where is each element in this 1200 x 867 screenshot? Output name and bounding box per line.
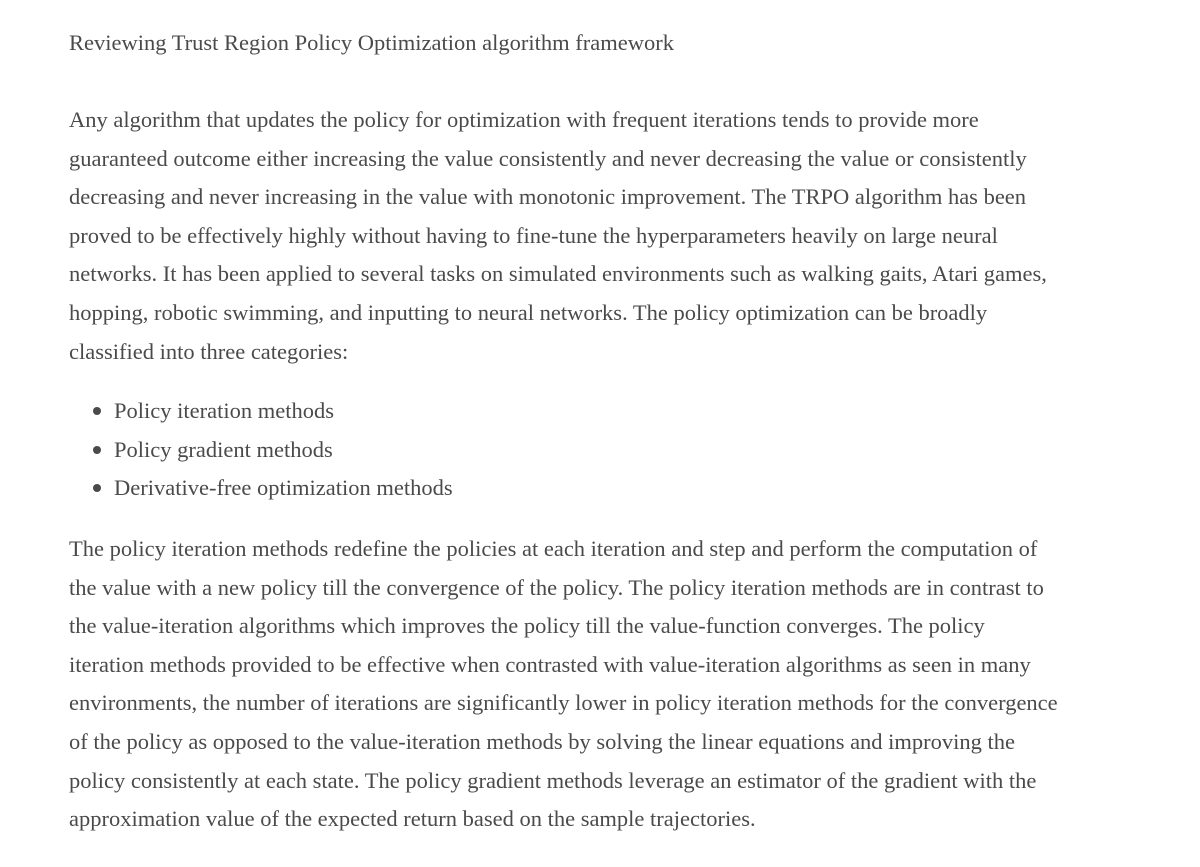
paragraph-line: guaranteed outcome either increasing the value consistently and never decreasing the value or consistently	[69, 145, 1027, 171]
category-list	[69, 392, 453, 508]
list-item-label: Policy gradient methods	[114, 436, 333, 462]
paragraph-line: iteration methods provided to be effective when contrasted with value-iteration algorithms as seen in many	[69, 651, 1031, 677]
paragraph-line: decreasing and never increasing in the value with monotonic improvement. The TRPO algorithm has been	[69, 184, 1027, 210]
paragraph-line: of the policy as opposed to the value-iteration methods by solving the linear equations and improving the	[69, 728, 1016, 754]
paragraph-line: approximation value of the expected return based on the sample trajectories.	[69, 806, 756, 832]
list-item	[69, 431, 453, 470]
paragraph-line: policy consistently at each state. The policy gradient methods leverage an estimator of the gradient with the	[69, 767, 1037, 793]
bullet-icon	[93, 484, 101, 492]
paragraph-line: the value with a new policy till the convergence of the policy. The policy iteration methods are in contrast to	[69, 574, 1044, 600]
list-item	[69, 392, 453, 431]
list-item-label: Derivative-free optimization methods	[114, 475, 453, 501]
bullet-icon	[93, 446, 101, 454]
document-title: Reviewing Trust Region Policy Optimization algorithm framework	[69, 30, 674, 55]
paragraph-line: proved to be effectively highly without having to fine-tune the hyperparameters heavily on large neural	[69, 222, 998, 248]
paragraph-line: networks. It has been applied to several tasks on simulated environments such as walking gaits, Atari games,	[69, 261, 1047, 287]
bullet-icon	[93, 407, 101, 415]
paragraph-line: hopping, robotic swimming, and inputting to neural networks. The policy optimization can be broadly	[69, 299, 988, 325]
paragraph-line: Any algorithm that updates the policy for optimization with frequent iterations tends to provide more	[69, 107, 979, 132]
paragraph-line: the value-iteration algorithms which improves the policy till the value-function converges. The policy	[69, 613, 985, 639]
body-paragraph	[69, 530, 1144, 839]
list-item	[69, 469, 453, 508]
paragraph-line: classified into three categories:	[69, 338, 349, 364]
list-item-label: Policy iteration methods	[114, 398, 334, 423]
paragraph-line: The policy iteration methods redefine the policies at each iteration and step and perform the computation of	[69, 536, 1038, 561]
paragraph-line: environments, the number of iterations are significantly lower in policy iteration methods for the convergence	[69, 690, 1058, 716]
intro-paragraph	[69, 101, 1144, 371]
